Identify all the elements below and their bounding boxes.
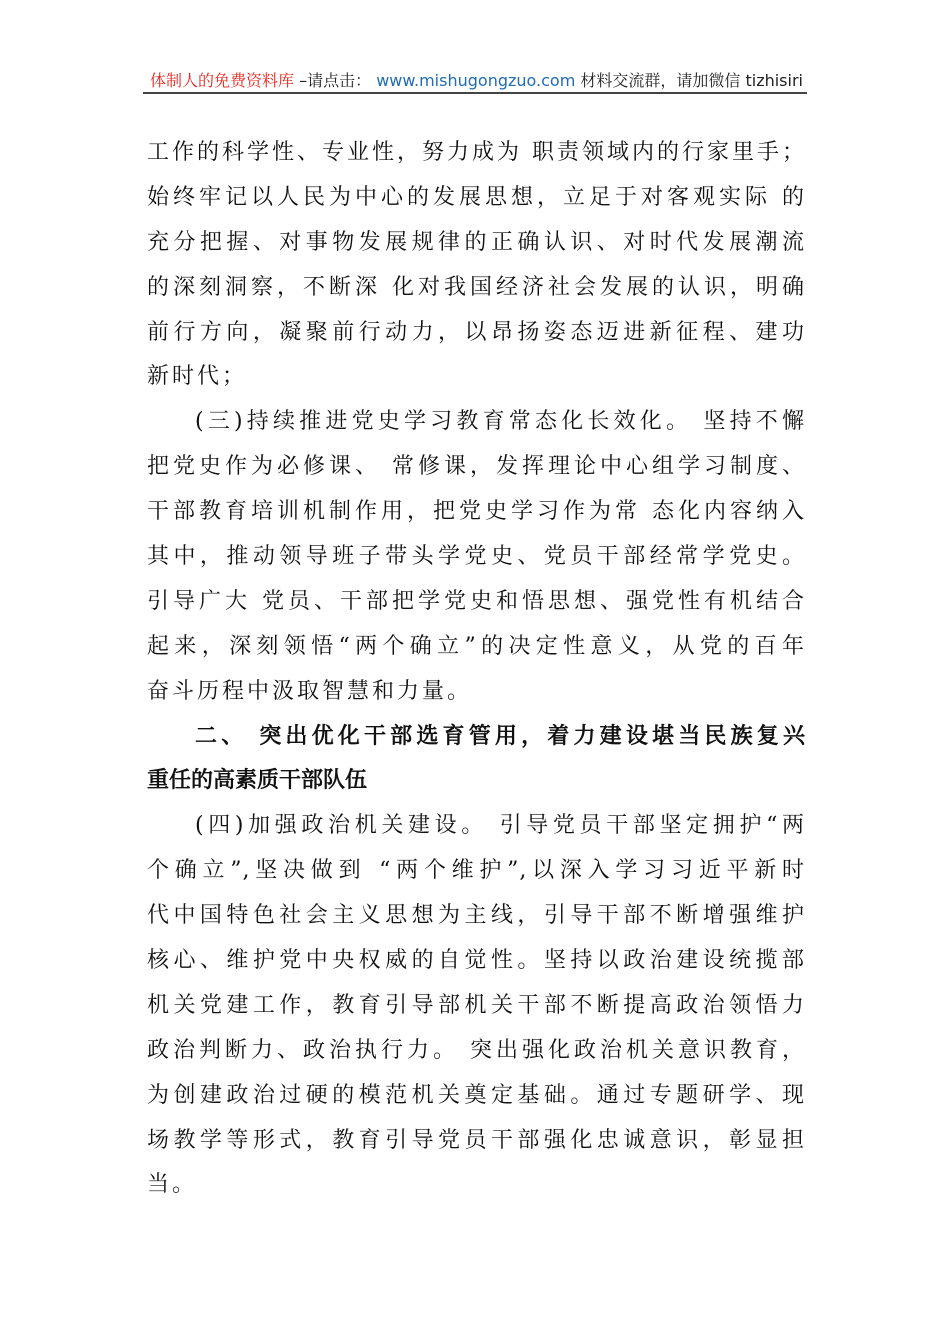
header-divider <box>143 92 807 94</box>
text-line: 的深刻洞察，不断深 化对我国经济社会发展的认识，明确 <box>147 274 805 300</box>
text-line: 奋斗历程中汲取智慧和力量。 <box>147 678 473 704</box>
subsection-heading-line: (三)持续推进党史学习教育常态化长效化。 坚持不懈 <box>195 409 805 435</box>
text-line: 政治判断力、政治执行力。 突出强化政治机关意识教育， <box>147 1037 805 1063</box>
text-line: 为创建政治过硬的模范机关奠定基础。通过专题研学、现 <box>147 1082 805 1108</box>
watermark-header <box>150 68 802 91</box>
text-line: 核心、维护党中央权威的自觉性。坚持以政治建设统揽部 <box>147 948 805 974</box>
subsection-heading-line: (四)加强政治机关建设。 引导党员干部坚定拥护“两 <box>195 813 805 839</box>
site-name: 体制人的免费资料库 <box>150 71 295 90</box>
text-line: 充分把握、对事物发展规律的正确认识、对时代发展潮流 <box>147 229 805 255</box>
text-line: 场教学等形式，教育引导党员干部强化忠诚意识，彰显担 <box>147 1127 805 1153</box>
site-url-link[interactable]: www.mishugongzuo.com <box>376 71 576 90</box>
text-line: 其中，推动领导班子带头学党史、党员干部经常学党史。 <box>147 544 805 570</box>
text-line: 始终牢记以人民为中心的发展思想，立足于对客观实际 的 <box>147 184 805 210</box>
header-prompt: –请点击： <box>299 71 372 90</box>
section-heading: 二、 突出优化干部选育管用，着力建设堪当民族复兴 <box>195 723 805 749</box>
document-body <box>147 131 805 1208</box>
text-line: 工作的科学性、专业性，努力成为 职责领域内的行家里手； <box>147 140 805 165</box>
text-line: 个确立”,坚决做到 “两个维护”,以深入学习习近平新时 <box>147 858 805 884</box>
header-contact: 材料交流群，请加微信 tizhisiri <box>580 71 803 90</box>
text-line: 当。 <box>147 1172 198 1198</box>
text-line: 代中国特色社会主义思想为主线，引导干部不断增强维护 <box>147 903 805 929</box>
text-line: 把党史作为必修课、 常修课，发挥理论中心组学习制度、 <box>147 454 805 480</box>
text-line: 新时代； <box>147 364 248 390</box>
text-line: 机关党建工作，教育引导部机关干部不断提高政治领悟力 <box>147 992 805 1018</box>
text-line: 干部教育培训机制作用，把党史学习作为常 态化内容纳入 <box>147 499 805 525</box>
text-line: 起来，深刻领悟“两个确立”的决定性意义，从党的百年 <box>147 633 805 659</box>
text-line: 前行方向，凝聚前行动力，以昂扬姿态迈进新征程、建功 <box>147 319 805 345</box>
text-line: 引导广大 党员、干部把学党史和悟思想、强党性有机结合 <box>147 588 805 614</box>
section-heading: 重任的高素质干部队伍 <box>147 768 368 794</box>
